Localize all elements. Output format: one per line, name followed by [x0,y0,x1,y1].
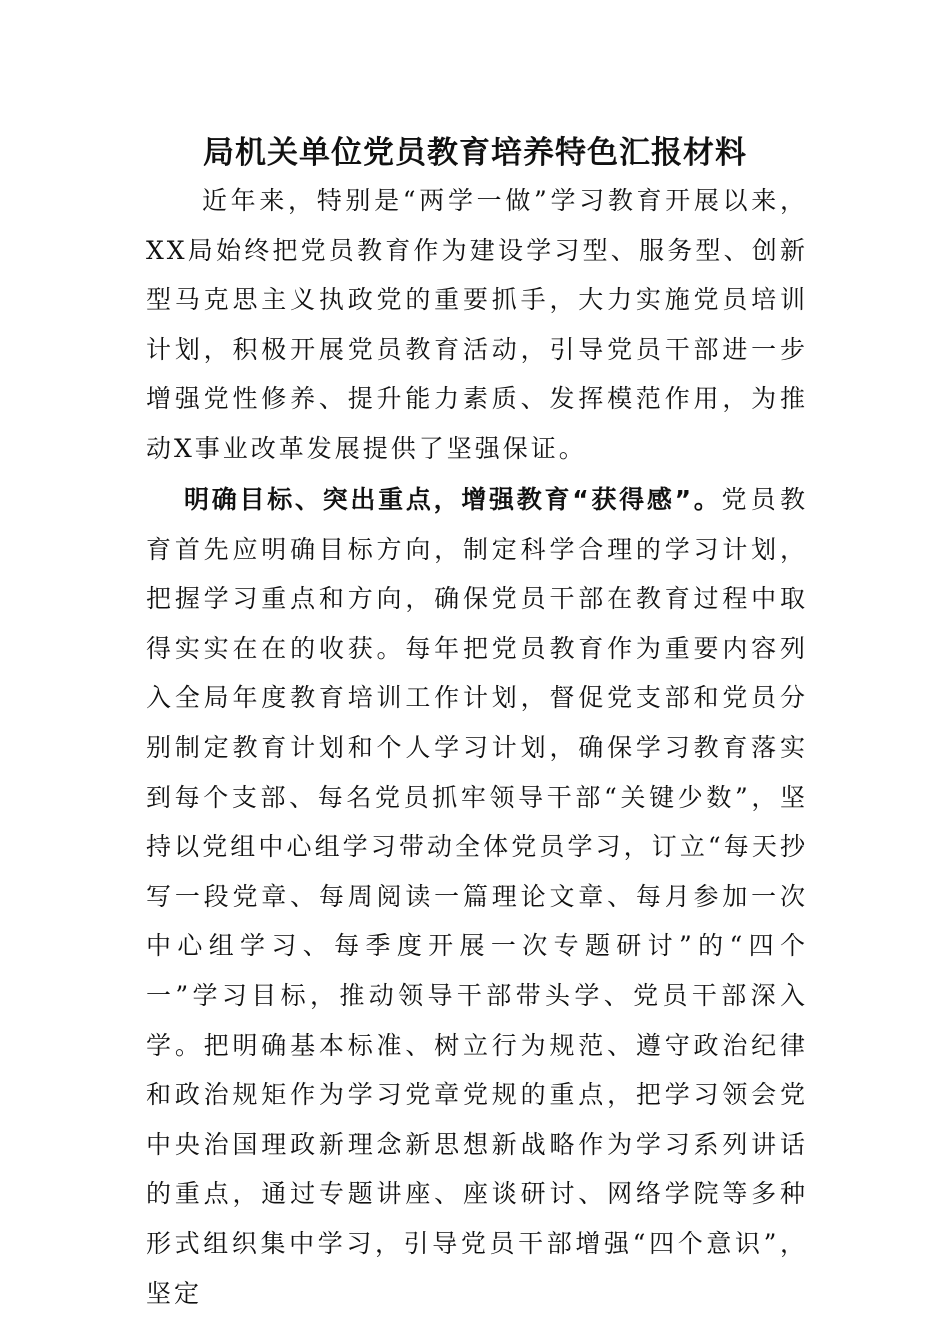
document-title: 局机关单位党员教育培养特色汇报材料 [203,135,747,171]
paragraph-goals [146,475,808,1318]
paragraph-intro-text: 近年来，特别是“两学一做”学习教育开展以来，XX局始终把党员教育作为建设学习型、服务型、创新型马克思主义执政党的重要抓手，大力实施党员培训计划，积极开展党员教育活动，引导党员干部进一步增强党性修养、提升能力素质、发挥模范作用，为推动X事业改革发展提供了坚强保证。 [146,186,808,463]
paragraph-goals-text: 党员教育首先应明确目标方向，制定科学合理的学习计划，把握学习重点和方向，确保党员干部在教育过程中取得实实在在的收获。每年把党员教育作为重要内容列入全局年度教育培训工作计划，督促党支部和党员分别制定教育计划和个人学习计划，确保学习教育落实到每个支部、每名党员抓牢领导干部“关键少数”，坚持以党组中心组学习带动全体党员学习，订立“每天抄写一段党章、每周阅读一篇理论文章、每月参加一次中心组学习、每季度开展一次专题研讨”的“四个一”学习目标，推动领导干部带头学、党员干部深入学。把明确基本标准、树立行为规范、遵守政治纪律和政治规矩作为学习党章党规的重点，把学习领会党中央治国理政新理念新思想新战略作为学习系列讲话的重点，通过专题讲座、座谈研讨、网络学院等多种形式组织集中学习，引导党员干部增强“四个意识”，坚定 [146,485,808,1308]
paragraph-intro [146,176,808,474]
paragraph-goals-heading: 明确目标、突出重点，增强教育“获得感”。 [184,485,722,514]
